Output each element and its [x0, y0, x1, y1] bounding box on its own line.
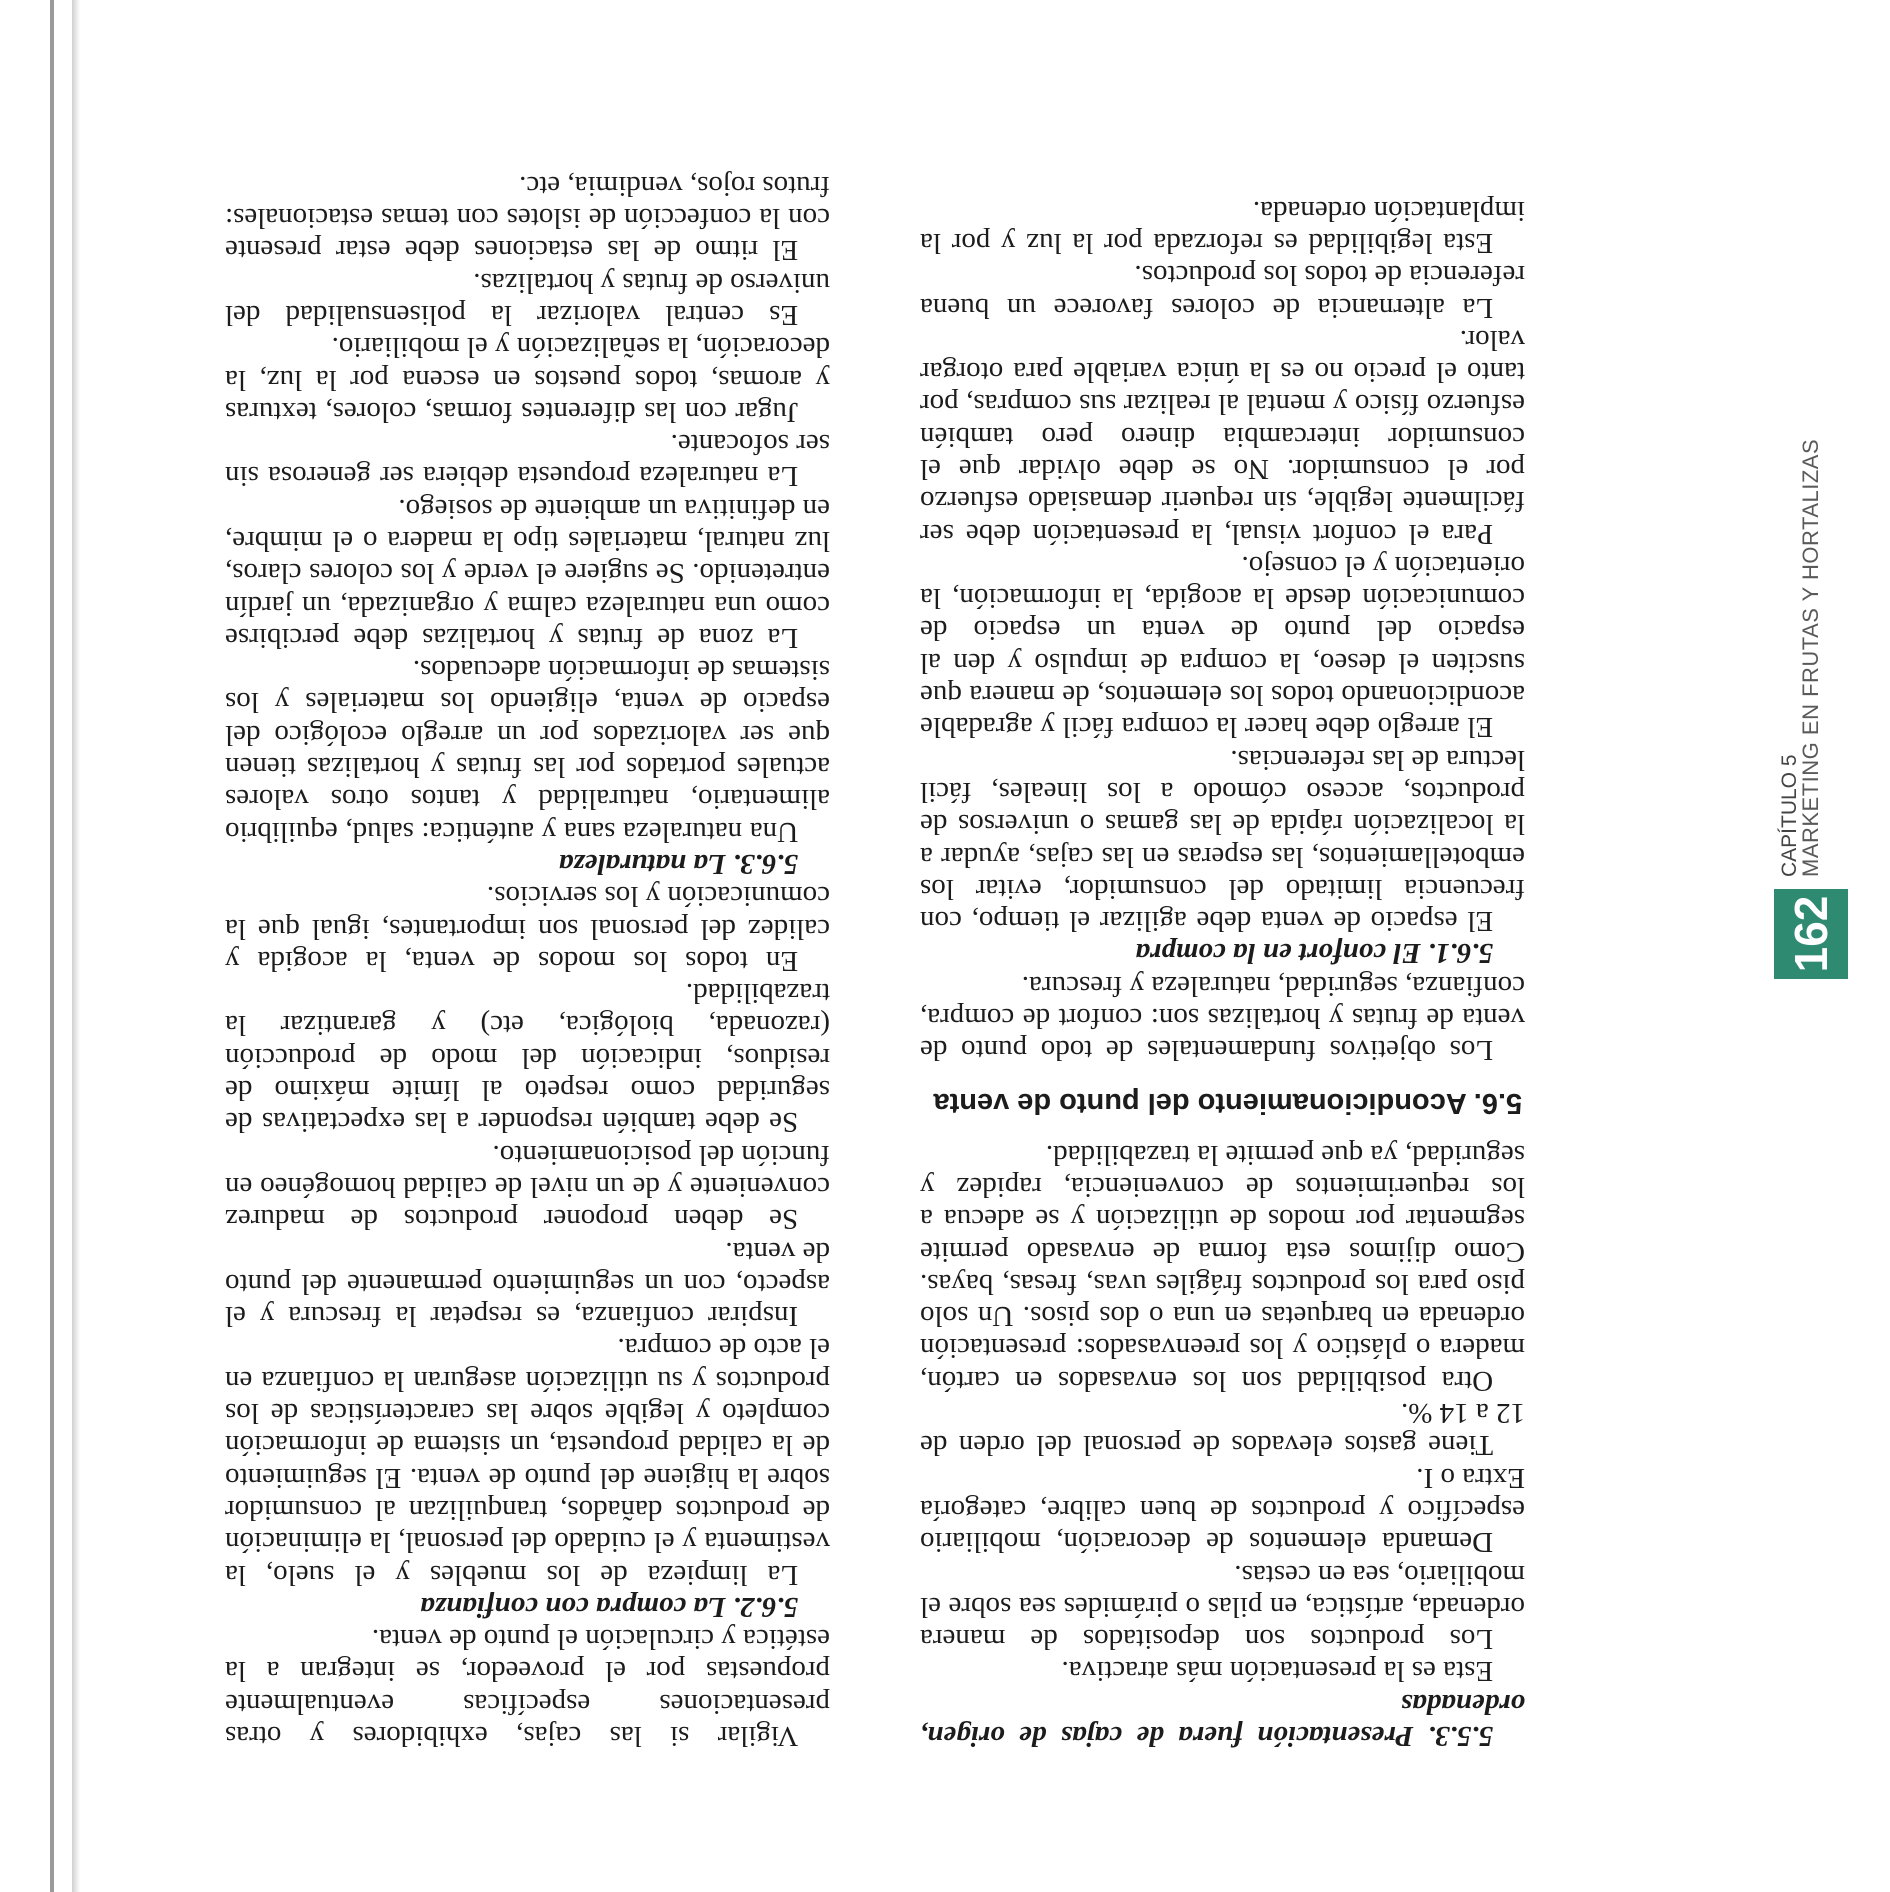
paragraph: En todos los modos de venta, la acogida y calidez del personal son importantes, igual que la comunicación y los servicios.: [225, 880, 830, 977]
paragraph: Esta es la presentación más atractiva.: [1061, 1655, 1494, 1688]
paragraph: La naturaleza propuesta debiera ser generosa sin ser sofocante.: [225, 428, 830, 493]
paragraph: El espacio de venta debe agilizar el tiempo, con frecuencia limitado del consumidor, evitar los embotellamientos, las esperas en las cajas, ayudar a la localización rápida de las gamas o universos de productos, acceso cómodo a los lineales, fácil lectura de las referencias.: [920, 743, 1525, 938]
paragraph: Vigilar si las cajas, exhibidores y otras presentaciones específicas eventualmente propuestas por el proveedor, se integran a la estética y circulación el punto de venta.: [225, 1623, 830, 1752]
paragraph: Se debe también responder a las expectativas de seguridad como respeto al límite máximo de residuos, indicación del modo de producción (razonada, biológica, etc) y garantizar la trazabilidad.: [225, 977, 830, 1139]
paragraph: El ritmo de las estaciones debe estar presente con la confección de islotes con temas estacionales: frutos rojos, vendimia, etc.: [225, 169, 830, 267]
section-heading-5-6-1: 5.6.1. El confort en la compra: [1135, 937, 1494, 970]
paragraph: Para el confort visual, la presentación debe ser fácilmente legible, sin requerir demasiado esfuerzo por el consumidor. No se debe olvidar que el consumidor intercambia dinero pero también esfuerzo físico y mental al realizar sus compras, por tanto el precio no es la única variable para otorgar valor.: [920, 323, 1525, 550]
section-heading-5-6-3: 5.6.3. La naturaleza: [558, 847, 799, 880]
paragraph: Otra posibilidad son los envasados en cartón, madera o plástico y los preenvasados: presentación ordenada en barquetas en una o dos pisos. Un solo piso para los productos frágiles uvas, fresas, bayas. Como dijimos esta forma de envasado permite segmentar por modos de utilización y se adecua a los requerimientos de conveniencia, rapidez y seguridad, ya que permite la trazabilidad.: [920, 1138, 1525, 1397]
running-header-band: [1742, 438, 1842, 973]
paragraph: Inspirar confianza, es respetar la frescura y el aspecto, con un seguimiento permanente del punto de venta.: [225, 1235, 830, 1333]
paragraph: Los productos son depositados de manera ordenada, artística, en pilas o pirámides sea sobre el mobiliario, sea en cestas.: [920, 1558, 1525, 1656]
paragraph: La alternancia de colores favorece un buena referencia de todos los productos.: [920, 259, 1525, 324]
section-heading-5-6: 5.6. Acondicionamiento del punto de venta: [933, 1087, 1523, 1120]
section-heading-5-5-3: 5.5.3. Presentación fuera de cajas de origen, ordenadas: [920, 1687, 1525, 1752]
section-heading-5-6-2: 5.6.2. La compra con confianza: [420, 1590, 799, 1623]
paragraph: Tiene gastos elevados de personal del orden de 12 a 14 %.: [920, 1397, 1525, 1462]
book-title: MARKETING EN FRUTAS Y HORTALIZAS: [1798, 438, 1823, 877]
paragraph: Jugar con las diferentes formas, colores, texturas y aromas, todos puestos en escena por la luz, la decoración, la señalización y el mobiliario.: [225, 331, 830, 428]
paragraph: Demanda elementos de decoración, mobiliario específico y productos de buen calibre, categoría Extra o I.: [920, 1461, 1525, 1559]
left-text-column: [920, 194, 1525, 1752]
paragraph: Esta legibilidad es reforzada por la luz y por la implantación ordenada.: [920, 194, 1525, 259]
paragraph: La limpieza de los muebles y el suelo, la vestimenta y el cuidado del personal, la eliminación de productos dañados, tranquilizan al consumidor sobre la higiene del punto de venta. El seguimiento de la calidad propuesta, un sistema de información completo y legible sobre las características de los productos y su utilización aseguran la confianza en el acto de compra.: [225, 1332, 830, 1591]
paragraph: Los objetivos fundamentales de todo punto de venta de frutas y hortalizas son: confort de compra, confianza, seguridad, naturaleza y frescura.: [920, 969, 1525, 1067]
paragraph: La zona de frutas y hortalizas debe percibirse como una naturaleza calma y organizada, un jardín entretenido. Se sugiere el verde y los colores claros, luz natural, materiales tipo la madera o el mimbre, en definitiva un ambiente de sosiego.: [225, 492, 830, 654]
page-number: 162: [1774, 889, 1848, 979]
paragraph: Se deben proponer productos de madurez conveniente y de un nivel de calidad homogéneo en función del posicionamiento.: [225, 1138, 830, 1236]
paragraph: Es central valorizar la polisensualidad del universo de frutas y hortalizas.: [225, 266, 830, 331]
paragraph: Una naturaleza sana y auténtica: salud, equilibrio alimentario, naturalidad y tantos otros valores actuales portados por las frutas y hortalizas tienen que ser valorizados por un arreglo ecológico del espacio de venta, eligiendo los materiales y los sistemas de información adecuados.: [225, 654, 830, 848]
right-text-column: [225, 169, 830, 1752]
paragraph: El arreglo debe hacer la compra fácil y agradable acondicionando todos los elementos, de manera que susciten el deseo, la compra de impulso y den al espacio del punto de venta un espacio de comunicación desde la acogida, la información, la orientación y el consejo.: [920, 549, 1525, 744]
chapter-label: CAPÍTULO 5: [1778, 754, 1801, 877]
